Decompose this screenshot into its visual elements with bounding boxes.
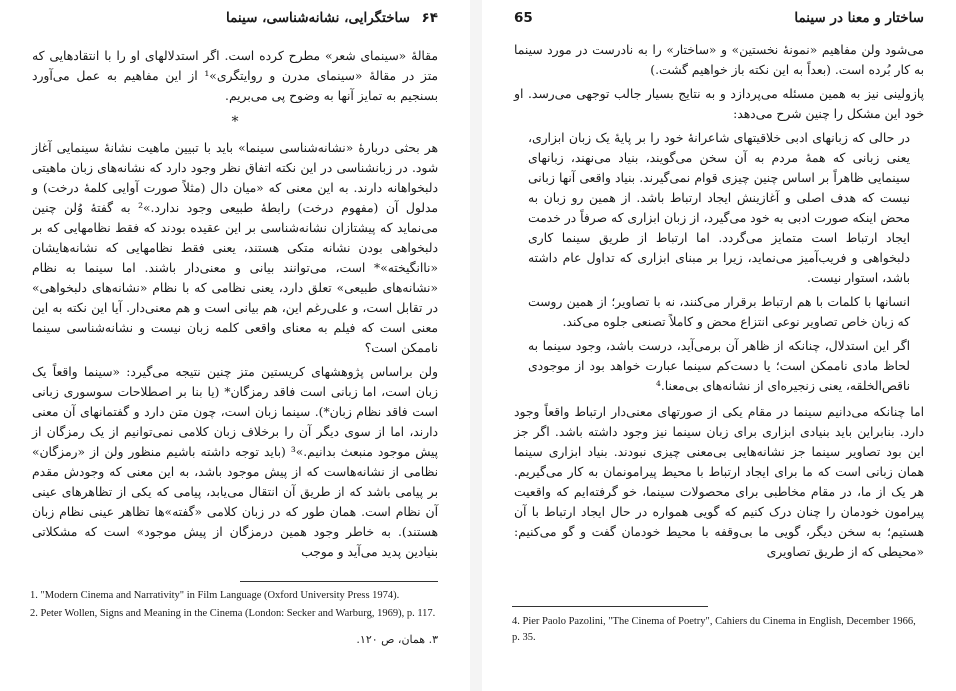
right-footnote: 4. Pier Paolo Pazolini, "The Cinema of Poetry", Cahiers du Cinema in English, December 1966, p. 35. xyxy=(512,616,916,643)
block-quote: اگر این استدلال، چنانکه از ظاهر آن برمی‌آید، درست باشد، وجود سینما به لحاظ مادی ناممکن است؛ یا دست‌کم سینما عبارت خواهد بود از موجودی ناقص‌الخلقه، یعنی زنجیره‌ای از نشانه‌های بی‌معنا.⁴ xyxy=(528,339,910,393)
right-page xyxy=(482,0,956,691)
left-page-number: ۶۴ xyxy=(421,10,438,26)
right-running-title: ساختار و معنا در سینما xyxy=(794,10,924,26)
left-page xyxy=(0,0,470,691)
footnote: 2. Peter Wollen, Signs and Meaning in the Cinema (London: Secker and Warburg, 1969), p. 117. xyxy=(30,608,436,619)
left-body-text xyxy=(32,46,438,566)
section-separator: * xyxy=(231,114,239,130)
left-running-title: ساختگرایی، نشانه‌شناسی، سینما xyxy=(226,10,410,26)
paragraph: پازولینی نیز به همین مسئله می‌پردازد و به نتایج بسیار جالب توجهی می‌رسد. او خود این مشکل را چنین شرح می‌دهد: xyxy=(514,87,924,121)
footnote-rule xyxy=(240,581,438,582)
paragraph: مقالهٔ «سینمای شعر» مطرح کرده است. اگر استدلالهای او را با انتقادهایی که متز در مقالهٔ «سینمای مدرن و روایتگری»¹ از این مفاهیم به عمل می‌آورد بسنجیم به تمایز آنها به وضوح پی می‌بریم. xyxy=(32,49,438,103)
block-quote: در حالی که زبانهای ادبی خلاقیتهای شاعرانهٔ خود را بر پایهٔ یک زبان ابزاری، یعنی زبانی که همهٔ مردم به آن سخن می‌گویند، بنیاد می‌نهند، زبانهای سینمایی ظاهراً بر اساس چنین چیزی قوام نمی‌گیرند. بنیاد واقعی آنها زبانی نیست که هدف اصلی و آغازینش ایجاد ارتباط باشد. از همین رو زبان به محض اینکه صورت ادبی به خود می‌گیرد، از زبان ابزاری که صرفاً در خدمت ایجاد ارتباط است متمایز می‌گردد. اما ارتباط از طریق سینما کاری دلبخواهی و فریب‌آمیز می‌نماید، زیرا بر مبنای ابزاری که تداول عام داشته باشد، استوار نیست. xyxy=(528,131,910,285)
footnote: 1. "Modern Cinema and Narrativity" in Film Language (Oxford University Press 1974). xyxy=(30,590,400,601)
left-footnotes xyxy=(30,588,440,624)
paragraph: می‌شود ولن مفاهیم «نمونهٔ نخستین» و «ساختار» را به نادرست در مورد سینما به کار بُرده است. (بعداً به این نکته باز خواهیم گشت.) xyxy=(514,43,924,77)
right-running-head xyxy=(514,10,924,32)
paragraph: ولن براساس پژوهشهای کریستین متز چنین نتیجه می‌گیرد: «سینما واقعاً یک زبان است، اما زبانی است فاقد رمزگان* (یا بنا بر اصطلاحات سوسوری زبانی است فاقد نظام زبان*). سینما زبان است، چون متن دارد و گفتمانهای آن معنی دارند، اما از سوی دیگر آن را برخلاف زبان کلامی نمی‌توانیم از یک رمزگان از پیش موجود منبعث بدانیم.»³ (باید توجه داشته باشیم منظور ولن از «رمزگان» نظامی از نشانه‌هاست که از پیش موجود باشد، به این معنی که وجودش مقدم بر پیامی باشد که از طریق آن انتقال می‌یابد، پیامی که یکی از تظاهرهای عینی آن نظام است. همان طور که در زبان کلامی «گفته»ها تظاهر عینی نظام زبان هستند). به خاطر وجود همین درمزگان از پیش موجود» است که مشکلاتی بنیادین پدید می‌آید و موجب xyxy=(32,365,439,559)
book-gutter xyxy=(470,0,482,691)
left-running-head xyxy=(32,10,438,32)
block-quote: انسانها با کلمات با هم ارتباط برقرار می‌کنند، نه با تصاویر؛ از همین روست که زبان خاص تصاویر نوعی انتزاع محض و کاملاً تصنعی جلوه می‌کند. xyxy=(528,295,910,329)
paragraph: اما چنانکه می‌دانیم سینما در مقام یکی از صورتهای معنی‌دار ارتباط واقعاً وجود دارد. بنابراین باید بنیادی ابزاری برای زبان سینما نیز وجود داشته باشد. اگر جز این بود تصاویر سینما جز نشانه‌هایی بی‌معنی چیزی نبودند. بنیاد ابزاری سینما همان زبانی است که ما برای ایجاد ارتباط با محیط پیرامونمان به کار می‌گیریم. هر یک از ما، در مقام مخاطبی برای محصولات سینما، خو گرفته‌ایم که واقعیت پیرامون خودمان را چنان درک کنیم که گویی همواره در حال ایجاد ارتباط با آن هستیم؛ به سخن دیگر، گویی ما بی‌وقفه با محیط خودمان گفت و گو می‌کنیم: «محیطی که از طریق تصاویری xyxy=(514,405,924,559)
right-body-text xyxy=(514,40,924,566)
paragraph: هر بحثی دربارهٔ «نشانه‌شناسی سینما» باید با تبیین ماهیت نشانهٔ سینمایی آغاز شود. در زبانشناسی در این نکته اتفاق نظر وجود دارد که نشانه‌های زبان ماهیتی دلبخواهانه دارند. به این معنی که «میان دال (مثلاً صورت آوایی کلمهٔ درخت) و مدلول آن (مفهوم درخت) رابطهٔ طبیعی وجود ندارد.»² به گفتهٔ وُلن چنین می‌نماید که پیشتازان نشانه‌شناسی بر این عقیده بودند که فقط نظامهایی که بر دلبخواهی بودن نشانه متکی هستند، یعنی فقط نظامهایی که نشانه‌هایشان «ناانگیخته»* است، می‌توانند بیانی و معنی‌دار باشند. اما سینما به نظام «نشانه‌های طبیعی» تعلق دارد، یعنی نظامی که با نظام «نشانه‌های دلبخواهی» در تقابل است، و علی‌رغم این، هم بیانی است و هم معنی‌دار. آیا این نکته به این معنی است که فیلم به معنای واقعی کلمه زبان نیست و نشانه‌شناسی سینما ناممکن است؟ xyxy=(32,141,438,355)
right-page-number: 65 xyxy=(514,10,533,26)
footnote-rule xyxy=(512,606,708,607)
footnote-persian: ۳. همان، ص ۱۲۰. xyxy=(356,633,438,646)
